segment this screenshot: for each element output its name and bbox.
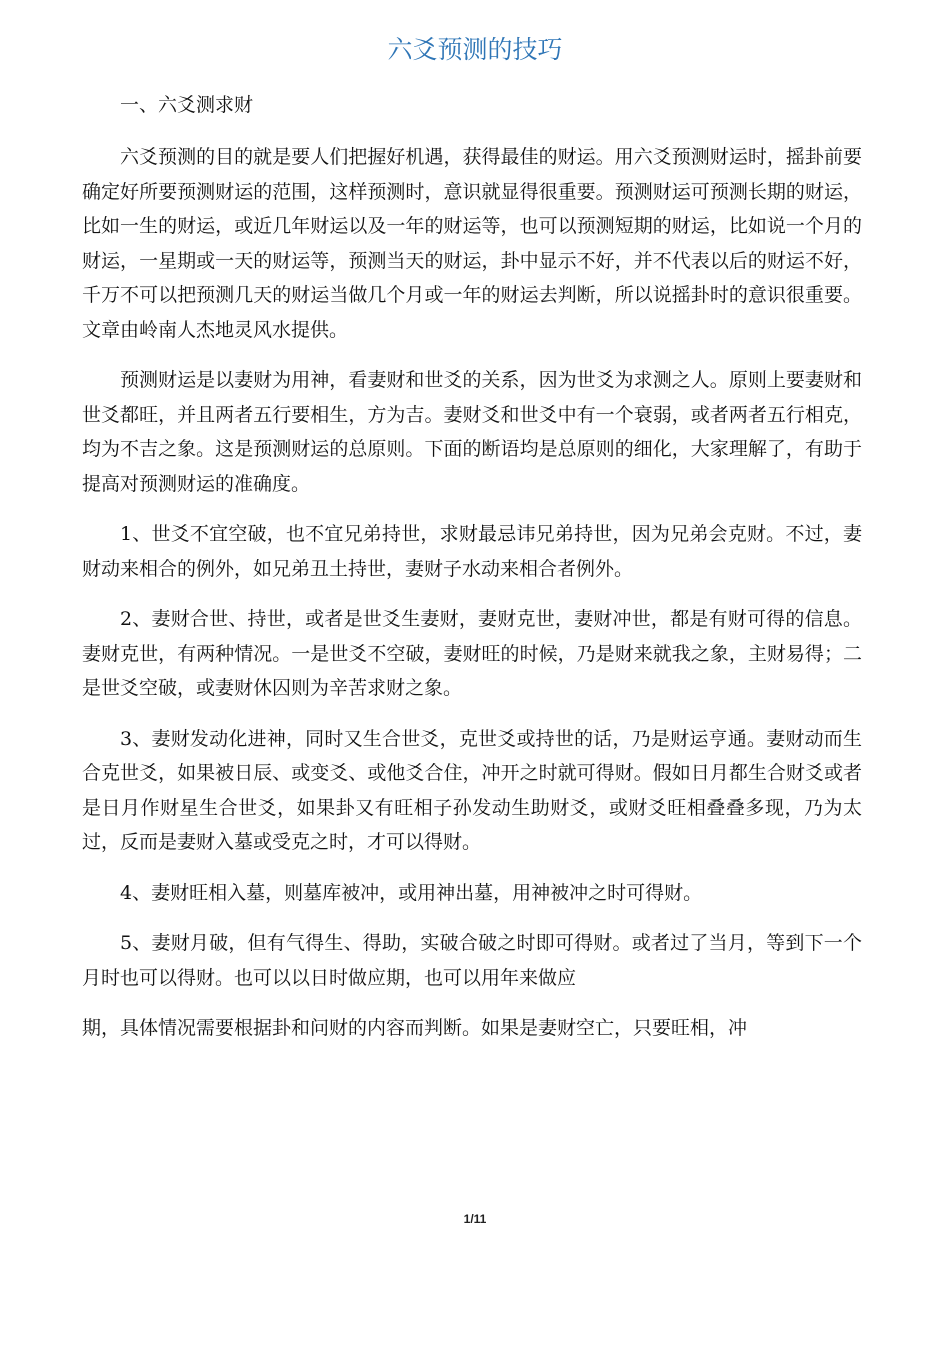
paragraph-item-2: 2、妻财合世、持世，或者是世爻生妻财，妻财克世，妻财冲世，都是有财可得的信息。妻财克世，有两种情况。一是世爻不空破，妻财旺的时候，乃是财来就我之象，主财易得；二是世爻空破，或妻财休囚则为辛苦求财之象。 — [82, 608, 862, 699]
paragraph-principle: 预测财运是以妻财为用神，看妻财和世爻的关系，因为世爻为求测之人。原则上要妻财和世爻都旺，并且两者五行要相生，方为吉。妻财爻和世爻中有一个衰弱，或者两者五行相克，均为不吉之象。这是预测财运的总原则。下面的断语均是总原则的细化，大家理解了，有助于提高对预测财运的准确度。 — [82, 369, 862, 495]
paragraph-item-1: 1、世爻不宜空破，也不宜兄弟持世，求财最忌讳兄弟持世，因为兄弟会克财。不过，妻财动来相合的例外，如兄弟丑土持世，妻财子水动来相合者例外。 — [82, 523, 862, 580]
document-body — [82, 88, 862, 1062]
paragraph-intro: 六爻预测的目的就是要人们把握好机遇，获得最佳的财运。用六爻预测财运时，摇卦前要确定好所要预测财运的范围，这样预测时，意识就显得很重要。预测财运可预测长期的财运，比如一生的财运，或近几年财运以及一年的财运等，也可以预测短期的财运，比如说一个月的财运，一星期或一天的财运等，预测当天的财运，卦中显示不好，并不代表以后的财运不好，千万不可以把预测几天的财运当做几个月或一年的财运去判断，所以说摇卦时的意识很重要。文章由岭南人杰地灵风水提供。 — [82, 146, 862, 341]
page-title: 六爻预测的技巧 — [387, 35, 563, 64]
paragraph-continuation: 期，具体情况需要根据卦和问财的内容而判断。如果是妻财空亡，只要旺相，冲 — [82, 1017, 748, 1039]
paragraph-item-3: 3、妻财发动化进神，同时又生合世爻，克世爻或持世的话，乃是财运亨通。妻财动而生合克世爻，如果被日辰、或变爻、或他爻合住，冲开之时就可得财。假如日月都生合财爻或者是日月作财星生合世爻，如果卦又有旺相子孙发动生助财爻，或财爻旺相叠叠多现，乃为太过，反而是妻财入墓或受克之时，才可以得财。 — [82, 727, 862, 853]
section-heading: 一、六爻测求财 — [120, 94, 254, 116]
page-number: 1/11 — [463, 1212, 487, 1226]
paragraph-item-5: 5、妻财月破，但有气得生、得助，实破合破之时即可得财。或者过了当月，等到下一个月时也可以得财。也可以以日时做应期，也可以用年来做应 — [82, 932, 862, 989]
paragraph-item-4: 4、妻财旺相入墓，则墓库被冲，或用神出墓，用神被冲之时可得财。 — [120, 881, 703, 904]
